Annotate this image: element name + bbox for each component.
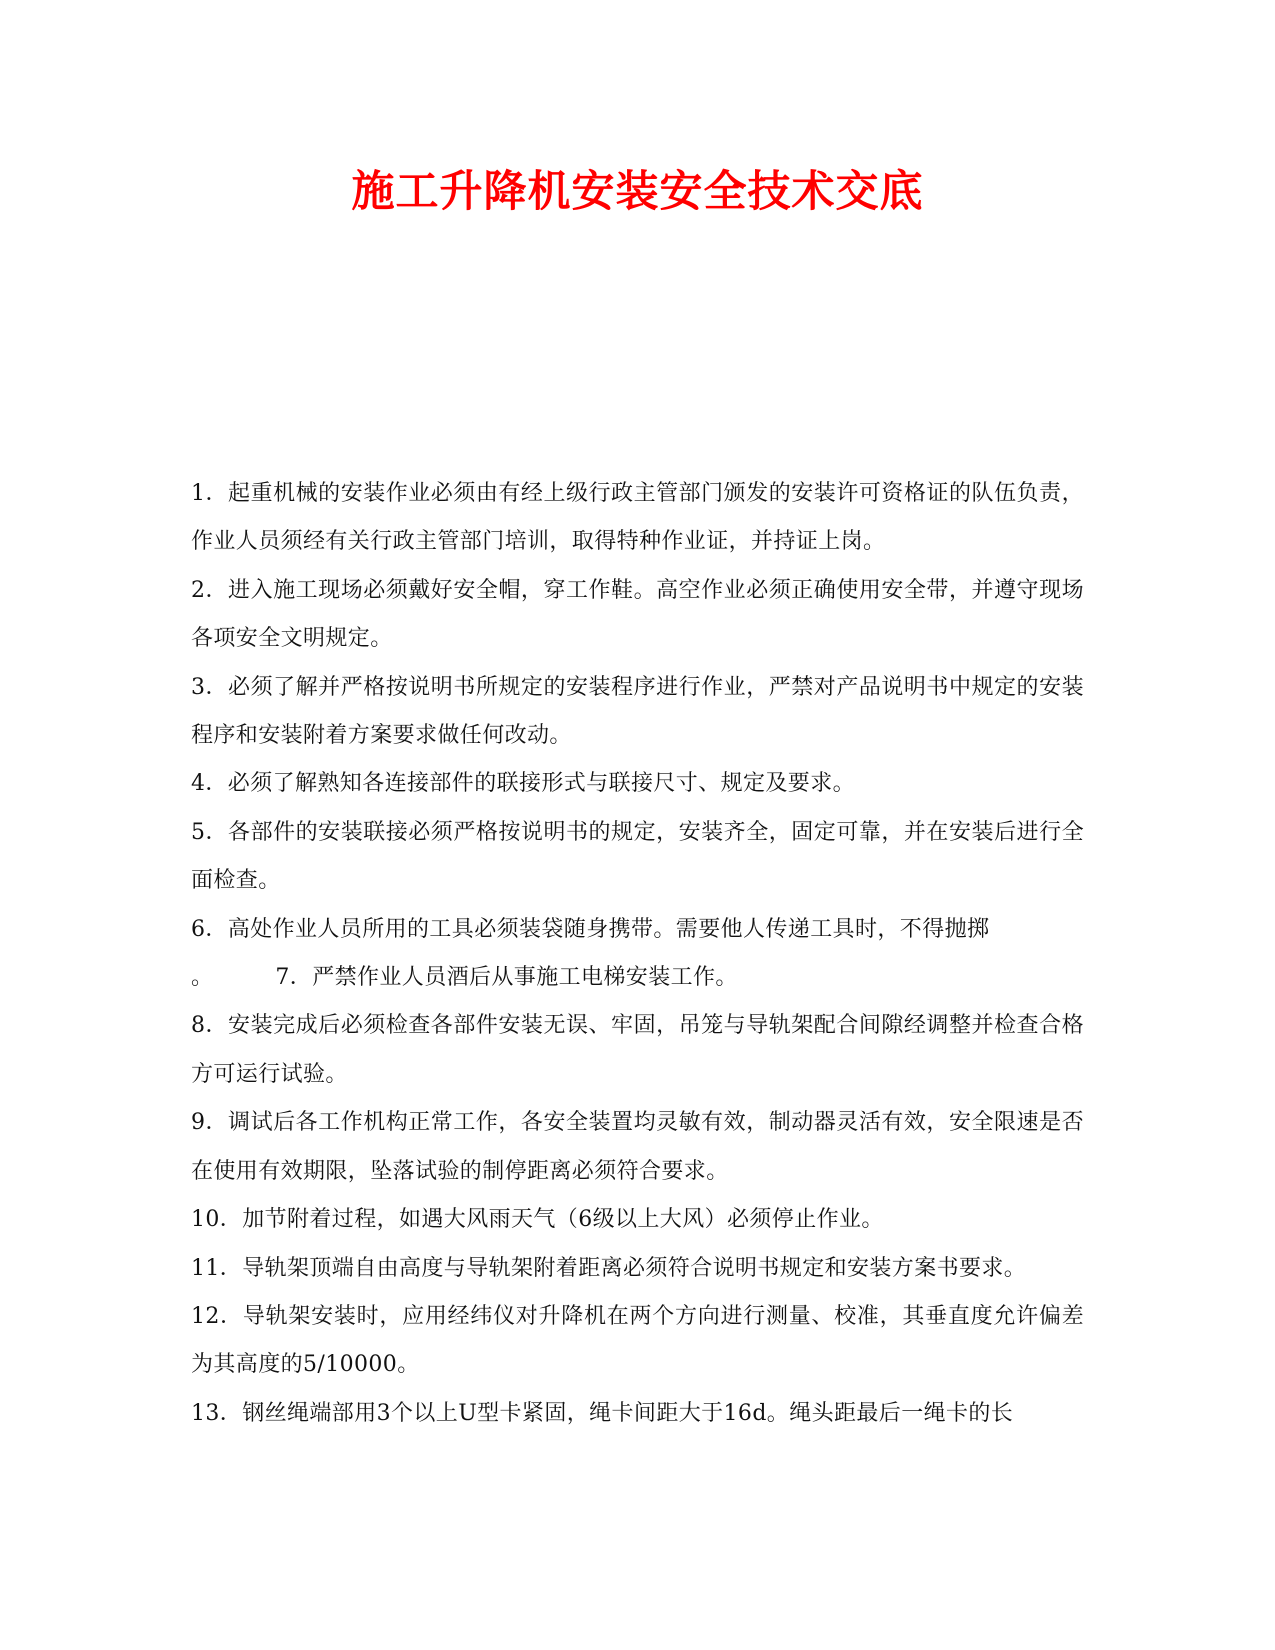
paragraph-2: 2．进入施工现场必须戴好安全帽，穿工作鞋。高空作业必须正确使用安全带，并遵守现场各项安全文明规定。 xyxy=(191,577,1084,652)
paragraph-6-tail: 。 xyxy=(191,965,214,991)
paragraph-10: 10．加节附着过程，如遇大风雨天气（6级以上大风）必须停止作业。 xyxy=(191,1207,884,1233)
paragraph-6: 6．高处作业人员所用的工具必须装袋随身携带。需要他人传递工具时，不得抛掷 xyxy=(191,916,990,942)
paragraph-11: 11．导轨架顶端自由高度与导轨架附着距离必须符合说明书规定和安装方案书要求。 xyxy=(191,1255,1027,1281)
document-title: 施工升降机安装安全技术交底 xyxy=(351,167,924,217)
paragraph-12: 12．导轨架安装时，应用经纬仪对升降机在两个方向进行测量、校准，其垂直度允许偏差为其高度的5/10000。 xyxy=(191,1303,1084,1378)
paragraph-1: 1．起重机械的安装作业必须由有经上级行政主管部门颁发的安装许可资格证的队伍负责，作业人员须经有关行政主管部门培训，取得特种作业证，并持证上岗。 xyxy=(191,481,1084,555)
paragraph-8: 8．安装完成后必须检查各部件安装无误、牢固，吊笼与导轨架配合间隙经调整并检查合格方可运行试验。 xyxy=(191,1013,1084,1087)
paragraph-5: 5．各部件的安装联接必须严格按说明书的规定，安装齐全，固定可靠，并在安装后进行全面检查。 xyxy=(191,819,1084,894)
paragraph-7: 7．严禁作业人员酒后从事施工电梯安装工作。 xyxy=(275,965,738,991)
paragraph-9: 9．调试后各工作机构正常工作，各安全装置均灵敏有效，制动器灵活有效，安全限速是否在使用有效期限，坠落试验的制停距离必须符合要求。 xyxy=(191,1110,1084,1184)
paragraph-4: 4．必须了解熟知各连接部件的联接形式与联接尺寸、规定及要求。 xyxy=(191,771,855,797)
paragraph-13: 13．钢丝绳端部用3个以上U型卡紧固，绳卡间距大于16d。绳头距最后一绳卡的长 xyxy=(191,1400,1014,1426)
document-body xyxy=(191,470,1084,1438)
paragraph-3: 3．必须了解并严格按说明书所规定的安装程序进行作业，严禁对产品说明书中规定的安装程序和安装附着方案要求做任何改动。 xyxy=(191,674,1084,749)
paragraph-6-7-line xyxy=(191,954,1084,1002)
